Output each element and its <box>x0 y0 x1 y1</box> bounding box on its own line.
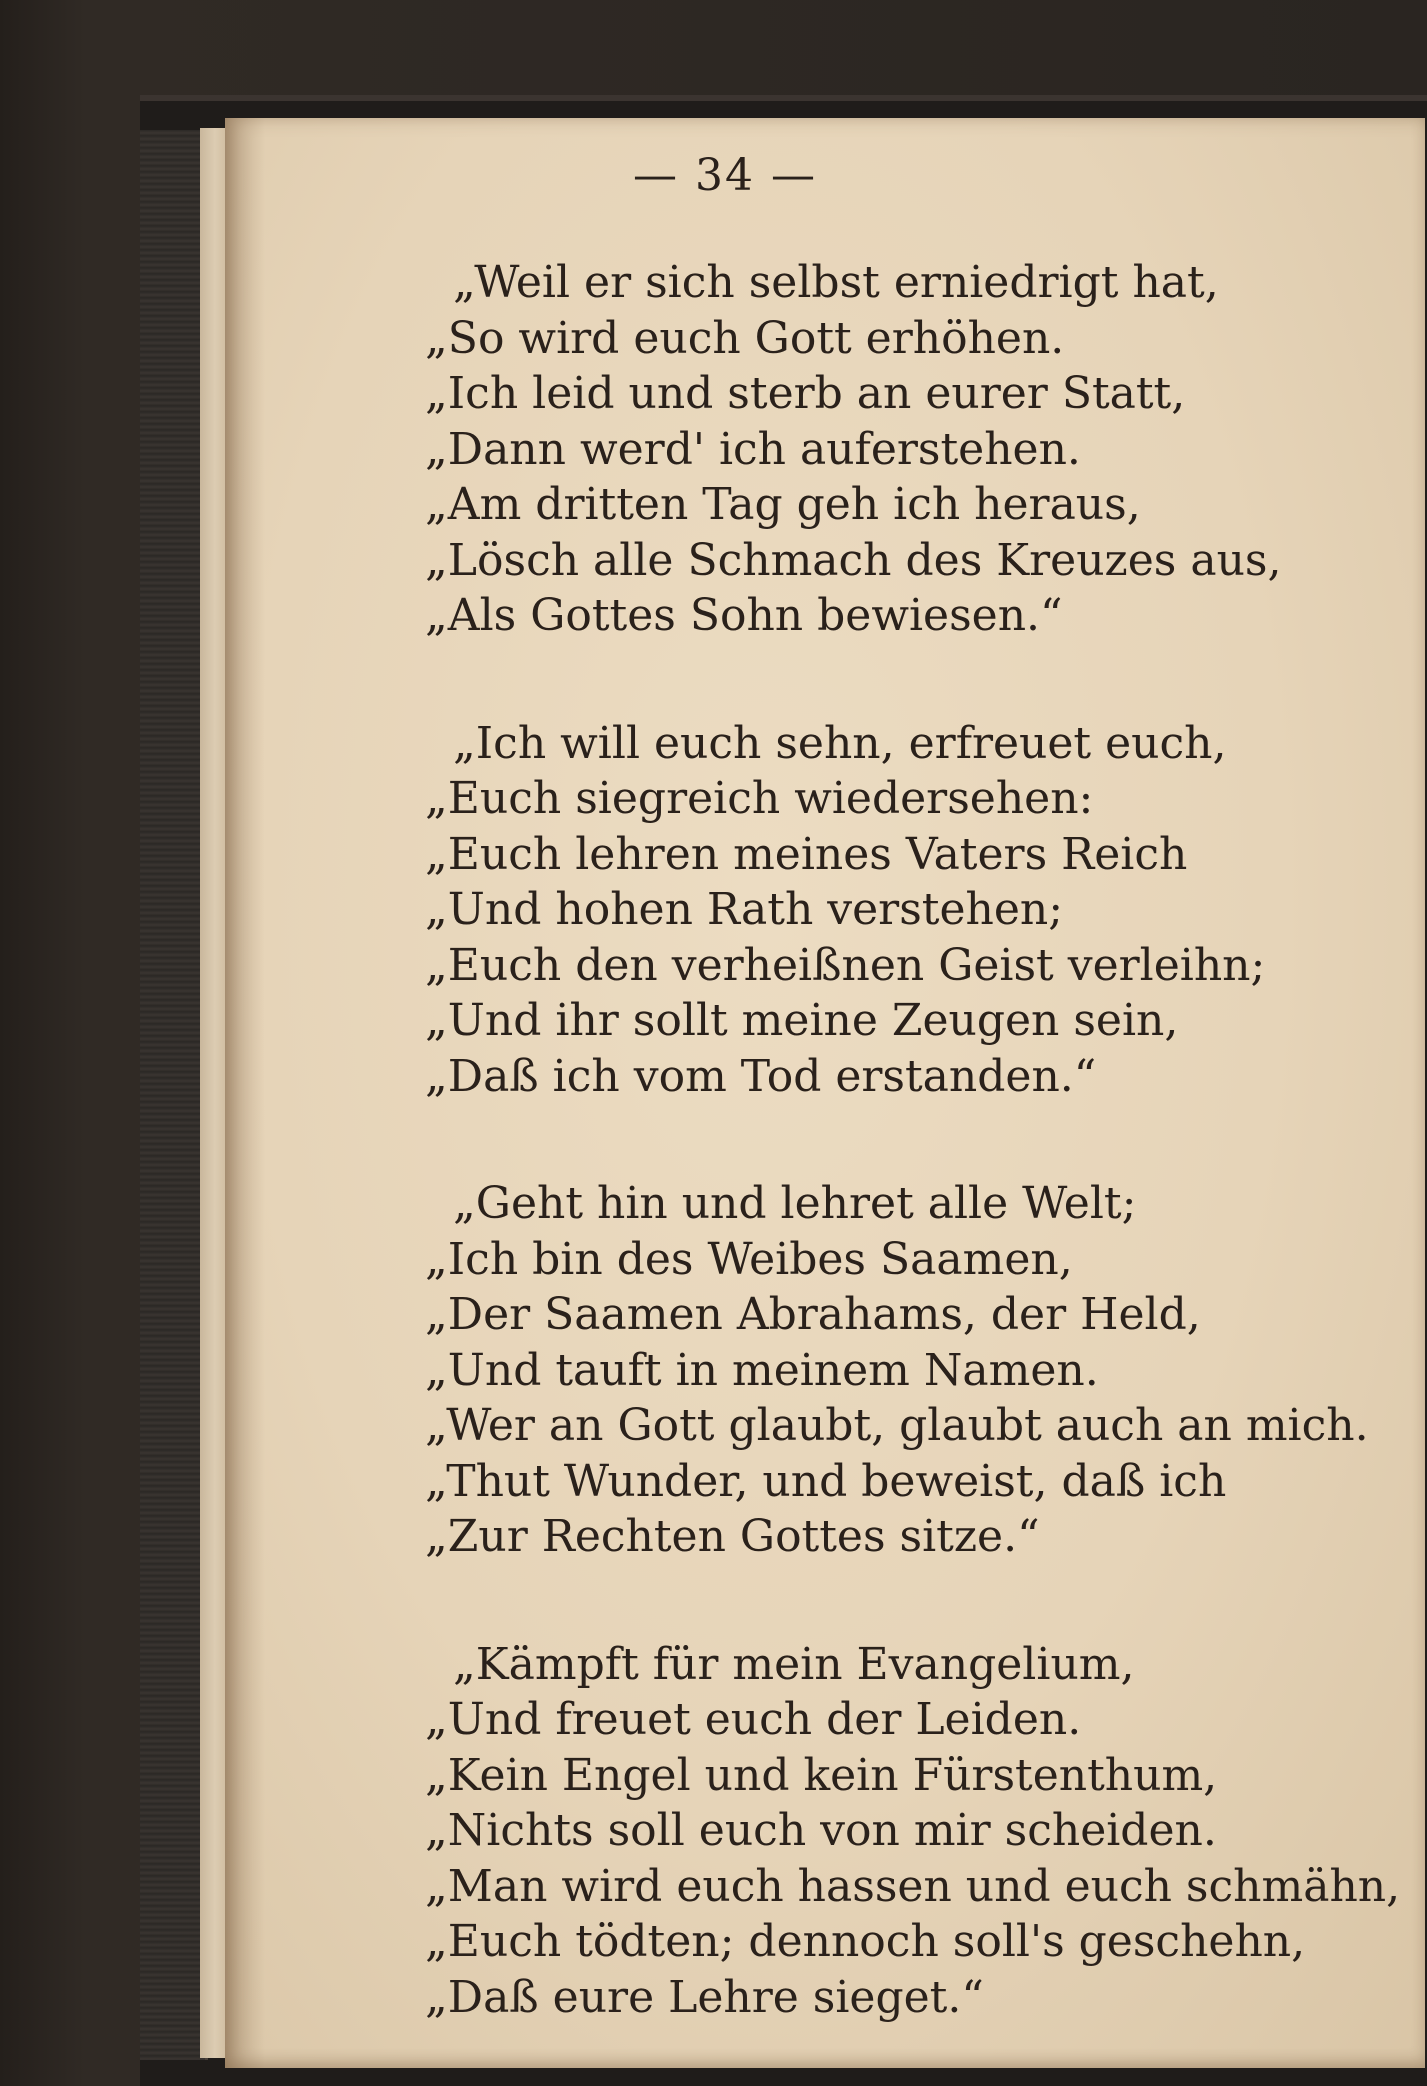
poem-line: „Weil er sich selbst erniedrigt hat, <box>453 257 1219 308</box>
poem-line: „Wer an Gott glaubt, glaubt auch an mich. <box>425 1400 1369 1451</box>
poem-line: „Daß eure Lehre sieget.“ <box>425 1971 984 2023</box>
gutter-shadow <box>225 118 265 2068</box>
poem-line: „Und tauft in meinem Namen. <box>425 1344 1099 1396</box>
poem-line: „Ich leid und sterb an eurer Statt, <box>425 368 1186 419</box>
poem-line: „Euch lehren meines Vaters Reich <box>425 828 1188 880</box>
poem-line: „Thut Wunder, und beweist, daß ich <box>425 1455 1227 1507</box>
poem-line: „Und freuet euch der Leiden. <box>425 1694 1082 1745</box>
page-number: — 34 — <box>633 150 817 201</box>
stanza-2 <box>425 716 1400 1105</box>
poem-line: „Geht hin und lehret alle Welt; <box>453 1178 1137 1229</box>
poem-line: „Der Saamen Abrahams, der Held, <box>425 1289 1201 1340</box>
poem-line: „Euch den verheißnen Geist verleihn; <box>425 939 1266 991</box>
poem-line: „Euch siegreich wiedersehen: <box>425 773 1094 824</box>
poem-line: „Zur Rechten Gottes sitze.“ <box>425 1511 1040 1562</box>
poem-line: „Am dritten Tag geh ich heraus, <box>425 479 1141 530</box>
poem-body <box>425 255 1400 2086</box>
book-spine-edge <box>140 130 208 2060</box>
poem-line: „Ich will euch sehn, erfreuet euch, <box>453 717 1227 769</box>
poem-line: „Euch tödten; dennoch soll's geschehn, <box>425 1916 1306 1967</box>
poem-line: „Als Gottes Sohn bewiesen.“ <box>425 590 1063 641</box>
poem-line: „Kämpft für mein Evangelium, <box>453 1638 1135 1690</box>
poem-line: „Dann werd' ich auferstehen. <box>425 423 1081 475</box>
stanza-1 <box>425 255 1400 644</box>
poem-line: „Ich bin des Weibes Saamen, <box>425 1233 1073 1285</box>
poem-line: „Und ihr sollt meine Zeugen sein, <box>425 995 1179 1046</box>
poem-line: „Kein Engel und kein Fürstenthum, <box>425 1749 1218 1801</box>
stanza-3 <box>425 1176 1400 1565</box>
poem-line: „So wird euch Gott erhöhen. <box>425 312 1065 364</box>
poem-line: „Daß ich vom Tod erstanden.“ <box>425 1050 1097 1102</box>
poem-line: „Man wird euch hassen und euch schmähn, <box>425 1860 1401 1912</box>
poem-line: „Nichts soll euch von mir scheiden. <box>425 1805 1217 1856</box>
poem-line: „Lösch alle Schmach des Kreuzes aus, <box>425 534 1282 586</box>
stanza-4 <box>425 1637 1400 2026</box>
poem-line: „Und hohen Rath verstehen; <box>425 884 1064 935</box>
